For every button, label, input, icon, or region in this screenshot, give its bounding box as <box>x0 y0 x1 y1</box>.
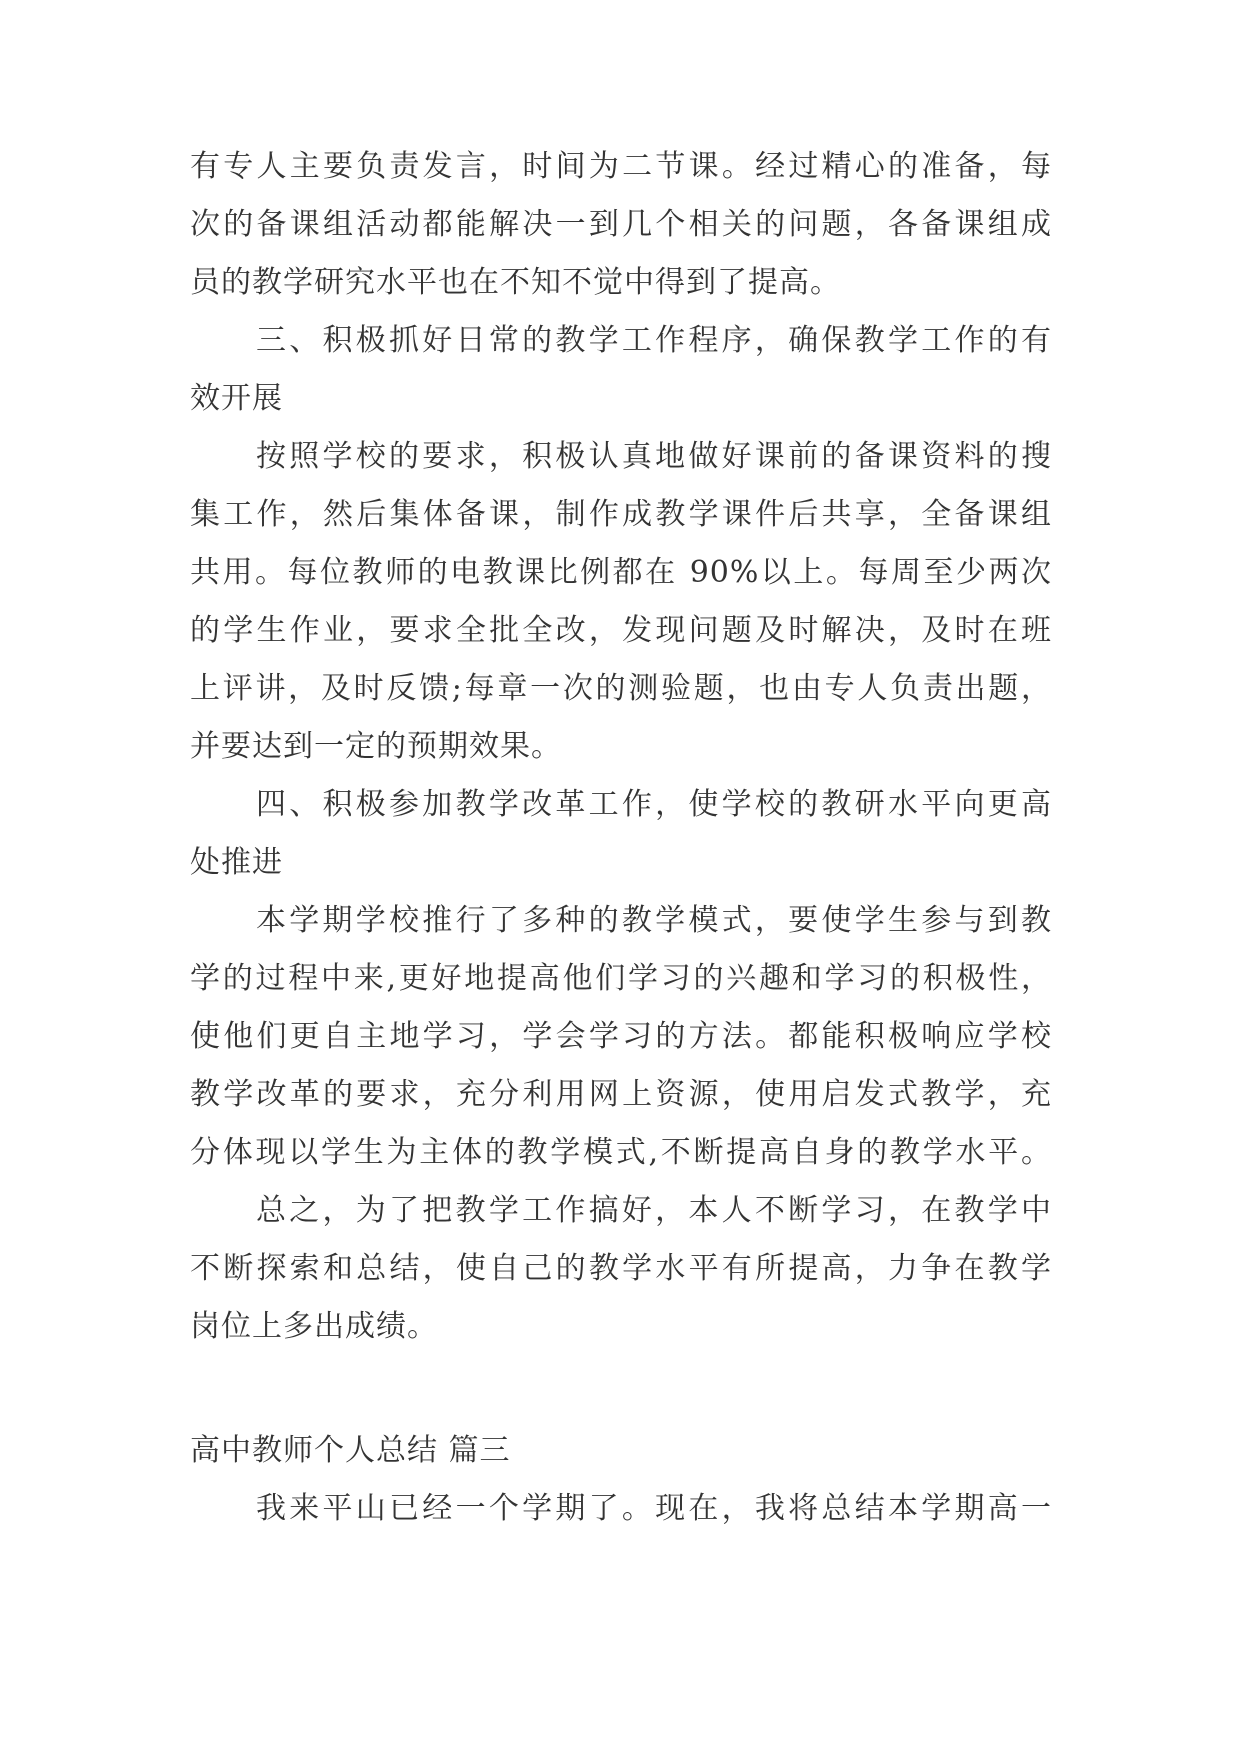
paragraph-line: 总之，为了把教学工作搞好，本人不断学习，在教学中 <box>256 1193 1052 1228</box>
section-heading-line: 效开展 <box>190 381 283 416</box>
paragraph-line: 集工作，然后集体备课，制作成教学课件后共享，全备课组 <box>190 497 1052 532</box>
paragraph-line: 按照学校的要求，积极认真地做好课前的备课资料的搜 <box>256 439 1052 474</box>
paragraph-line: 共用。每位教师的电教课比例都在 90%以上。每周至少两次 <box>190 555 1052 590</box>
paragraph-line: 分体现以学生为主体的教学模式,不断提高自身的教学水平。 <box>190 1135 1052 1170</box>
paragraph-line: 学的过程中来,更好地提高他们学习的兴趣和学习的积极性， <box>190 961 1052 996</box>
paragraph-line: 本学期学校推行了多种的教学模式，要使学生参与到教 <box>256 903 1052 938</box>
paragraph-line: 并要达到一定的预期效果。 <box>190 729 562 764</box>
section-heading-line: 三、积极抓好日常的教学工作程序，确保教学工作的有 <box>256 323 1052 358</box>
paragraph-line: 上评讲，及时反馈;每章一次的测验题，也由专人负责出题， <box>190 671 1052 706</box>
paragraph-line: 的学生作业，要求全批全改，发现问题及时解决，及时在班 <box>190 613 1052 648</box>
paragraph-line: 次的备课组活动都能解决一到几个相关的问题，各备课组成 <box>190 207 1052 242</box>
paragraph-line: 教学改革的要求，充分利用网上资源，使用启发式教学，充 <box>190 1077 1052 1112</box>
section-heading-line: 四、积极参加教学改革工作，使学校的教研水平向更高 <box>256 787 1052 822</box>
paragraph-line: 不断探索和总结，使自己的教学水平有所提高，力争在教学 <box>190 1251 1052 1286</box>
paragraph-line: 员的教学研究水平也在不知不觉中得到了提高。 <box>190 265 841 300</box>
paragraph-line: 使他们更自主地学习，学会学习的方法。都能积极响应学校 <box>190 1019 1052 1054</box>
paragraph-line: 有专人主要负责发言，时间为二节课。经过精心的准备，每 <box>190 149 1052 184</box>
paragraph-line: 我来平山已经一个学期了。现在，我将总结本学期高一 <box>256 1491 1052 1526</box>
section-heading-line: 处推进 <box>190 845 283 880</box>
section-title: 高中教师个人总结 篇三 <box>190 1433 511 1468</box>
paragraph-line: 岗位上多出成绩。 <box>190 1309 438 1344</box>
